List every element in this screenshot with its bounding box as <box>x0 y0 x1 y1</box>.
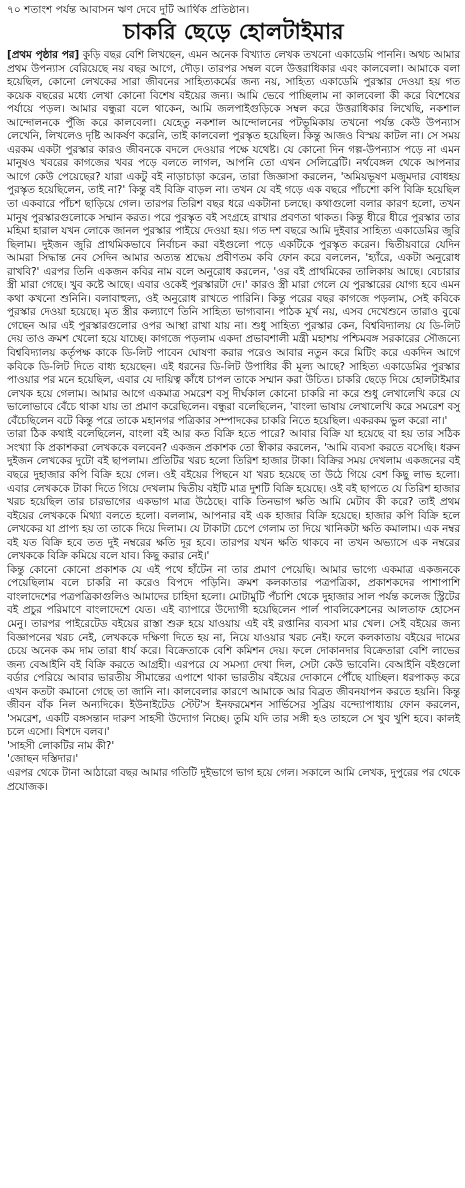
dialogue-answer: 'জোছন দস্তিদার।' <box>7 753 79 766</box>
article-paragraph: তারা ঠিক কথাই বলেছিলেন, বাংলা বই আর কত বিক্রি হতে পারে? আবার বিক্রি যা হয়েছে বা হয় তার সঠিক সংখ্যা কি প্রকাশকরা লেখককে বলবেন? একজন প্রকাশক তো স্বীকার করলেন, 'আমি ব্যবসা করতে বসেছি। ধরুন দুইজন লেখকের দুটো বই ছাপলাম। প্রতিটির খরচ হলো তিরিশ হাজার টাকা। বিক্রির সময় দেখলাম একজনের বই বছরে দুহাজার কপি বিক্রি হয়ে গেল। ওই বইয়ের পিছনে যা খরচ হয়েছে তা উঠে গিয়ে বেশ কিছু লাভ হলো। এবার লেখককে টাকা দিতে গিয়ে দেখলাম দ্বিতীয় বইটি মাত্র দুশটি বিক্রি হয়েছে। ওই বই ছাপতে যে তিরিশ হাজার খরচ হয়েছিল তার চারভাগের একভাগ মাত্র উঠেছে। বাকি তিনভাগ ক্ষতি আমি মেটাব কী করে? তাই প্রথম বইয়ের লেখককে মিথ্যা বলতে হলো। বললাম, আপনার বই এক হাজার বিক্রি হয়েছে। হাজার কপি বিক্রি হলে লেখকের যা প্রাপ্য হয় তা তাকে দিয়ে দিলাম। যে টাকাটা চেপে গেলাম তা দিয়ে খানিকটা ক্ষতি কমালাম। এক নম্বর বই যত বিক্রি হবে তত দুই নম্বরের ক্ষতি দূর হবে। তারপর যখন ক্ষতি থাকবে না তখন অভ্যাসে এক নম্বরের লেখককে বিক্রি কমিয়ে বলে যাব। কিছু করার নেই।' <box>7 428 460 563</box>
closing-paragraph: এরপর থেকে টানা আঠারো বছর আমার গতিটি দুইভাগে ভাগ হয়ে গেল। সকালে আমি লেখক, দুপুরের পর থেকে প্রযোজক। <box>7 766 460 793</box>
previous-article-tail: ৭০ শতাংশ পর্যন্ত আবাসন ঋণ দেবে দুটি আর্থিক প্রতিষ্ঠান। <box>7 4 250 16</box>
dialogue-question: 'সাহসী লোকটির নাম কী?' <box>7 739 115 752</box>
article-headline: চাকরি ছেড়ে হোলটাইমার <box>123 20 344 45</box>
article-paragraph: কিন্তু কোনো কোনো প্রকাশক যে এই পথে হাঁটেন না তার প্রমাণ পেয়েছি। আমার ভাগ্যে একমাত্র একজনকে পেয়েছিলাম বলে চাকরি না করেও বিপদে পড়িনি। ক্রমশ কলকাতার পত্রপত্রিকা, প্রকাশকদের পাশাপাশি বাংলাদেশের পত্রপত্রিকাগুলিও আমাদের চাহিদা হলো। মোটামুটি পঁচাশি থেকে দুহাজার সাল পর্যন্ত কলেজ স্ট্রিটের বই প্রচুর পরিমাণে বাংলাদেশে যেত। এই ব্যাপারে উদ্যোগী হয়েছিলেন পার্ল পাবলিকেশনের আলতাফ হোসেন মেনু। তারপর পাইরেটেড বইয়ের রাস্তা শুরু হয়ে যাওয়ায় এই বই রপ্তানির ব্যবসা মার খেল। সেই বইয়ের জন্য বিজ্ঞাপনের খরচ নেই, লেখককে দক্ষিণা দিতে হয় না, নিয়ে যাওয়ার খরচ নেই। ফলে কলকাতায় বইয়ের দামের চেয়ে অনেক কম দাম তারা ধার্য করে। বিক্রেতাকে বেশি কমিশন দেয়। ফলে দোকানদার বিক্রেতারা বেশি লাভের জন্য বেআইনি বই বিক্রি করতে আগ্রহী। এরপরে যে সমস্যা দেখা দিল, সেটা কেউ ভাবেনি। বেআইনি বইগুলো বর্ডার পেরিয়ে আবার ভারতীয় সীমান্তের এপাশে থাকা ভারতীয় বইয়ের দোকানে পৌঁছে যাচ্ছিল। ধরপাকড় করে এখন কতটা কমানো গেছে তা জানি না। কালবেলার কারণে আমাকে আর বিব্রত জীবনযাপন করতে হয়নি। কিন্তু জীবন বাঁক নিল অন্যদিকে। ইউনাইটেড স্টেট'স ইনফরমেশন সার্ভিসের সুব্রিয় বন্দ্যোপাধ্যায় ফোন করলেন, 'সমরেশ, একটি বঙ্গসন্তান দারুণ সাহসী উদ্যোগ নিচ্ছে। তুমি যদি তার সঙ্গী হও তাহলে সে খুব খুশি হবে। কালই চলে এসো। বিশদে বলব।' <box>7 563 460 739</box>
continuation-tag: [প্রথম পৃষ্ঠার পর] <box>7 49 80 61</box>
article-body <box>7 49 460 794</box>
paragraph-text: কুড়ি বছর বেশি লিখছেন, এমন অনেক বিখ্যাত লেখক তখনো একাডেমি পাননি। অথচ আমার প্রথম উপন্যাস বেরিয়েছে নয় বছর আগে, দৌড়। তারপর সম্বল বলে উত্তরাধিকার এবং কালবেলা। আমাকে বলা হয়েছিল, কোনো লেখকের সারা জীবনের সাহিত্যকর্মের জন্য নয়, সাহিত্য একাডেমি পুরস্কার দেওয়া হয় গত কয়েক বছরের মধ্যে লেখা কোনো বিশেষ বইয়ের জন্য। আমি ভেবে পাচ্ছিলাম না কালবেলা কী করে বিশেষের পর্যায়ে পড়ল। আমার বন্ধুরা বলে থাকেন, আমি জলপাইগুড়িকে সম্বল করে উত্তরাধিকার লিখেছি, নকশাল আন্দোলনকে পুঁজি করে কালবেলা। যেহেতু নকশাল আন্দোলনের পটভূমিকায় তখনো পর্যন্ত কেউ উপন্যাস লেখেনি, লিখলেও দৃষ্টি আকর্ষণ করেনি, তাই কালবেলা পুরস্কৃত হয়েছিল। কিন্তু আজও বিস্ময় কাটল না। সে সময় এরকম একটা পুরস্কার কারও জীবনকে বদলে দেওয়ার পক্ষে যথেষ্ট। যে কোনো দিন গল্প-উপন্যাস পড়ে না এমন মানুষও খবরের কাগজের খবর পড়ে বলতে লাগল, আপনি তো এখন সেলিব্রেটি। নর্থবেঙ্গল থেকে আপনার আগে কেউ পেয়েছের? যারা একটু বই নাড়াচাড়া করেন, তারা জিজ্ঞাসা করলেন, 'অমিয়ভূষণ মজুমদার বোধহয় পুরস্কৃত হয়েছিলেন, তাই না?' কিন্তু বই বিক্রি বাড়ল না। তখন যে বই গড়ে এক বছরে পাঁচশো কপি বিক্রি হয়েছিল তা একবারে পাঁচশ ছাড়িয়ে গেল। তারপর তিরিশ বছর ধরে একটানা চলছে। কথাগুলো বলার কারণ হলো, তখন মানুষ পুরস্কারগুলোকে সম্মান করত। পরে পুরস্কৃত বই সংগ্রহে রাখার প্রবণতা থাকত। কিন্তু ধীরে ধীরে পুরস্কার তার মহিমা হারাল যখন লোকে জানল পুরস্কার পাইয়ে দেওয়া হয়। গত দশ বছরে আমি দুইবার সাহিত্য একাডেমির জুরি ছিলাম। দুইজন জুরি প্রাথমিকভাবে নির্বাচন করা বইগুলো পড়ে একটিকে পুরস্কৃত করেন। দ্বিতীয়বারে যেদিন আমরা সিদ্ধান্ত নেব সেদিন আমার অত্যন্ত শ্রদ্ধেয় প্রবীণতম কবি ফোন করে বললেন, 'হ্যাঁরে, একটা অনুরোধ রাখবি?' এরপর তিনি একজন কবির নাম বলে অনুরোধ করলেন, 'ওর বই প্রাথমিকের তালিকায় আছে। বেচারার স্ত্রী মারা গেছে। খুব কষ্টে আছে। এবার ওকেই পুরস্কারটা দে।' কারও স্ত্রী মারা গেলে যে পুরস্কারের যোগ্য হবে এমন কথা কখনো শুনিনি। বলাবাহুল্য, ওই অনুরোধ রাখতে পারিনি। কিন্তু পরের বছর কাগজে পড়লাম, সেই কবিকে পুরস্কার দেওয়া হয়েছে। মৃত স্ত্রীর কল্যাণে তিনি সাহিত্য ভাগ্যবান। পাঠক মূর্খ নয়, এসব দেখেশুনে তারাও বুঝে গেছেন আর এই পুরস্কারগুলোর ওপর আস্থা রাখা যায় না। শুধু সাহিত্য পুরস্কার কেন, বিশ্ববিদ্যালয় যে ডি-লিট দেয় তাও ক্রমশ খেলো হয়ে যাচ্ছে। কাগজে পড়লাম একদা প্রভাবশালী মন্ত্রী মহাশয় পশ্চিমবঙ্গ সরকারের সৌজন্যে বিশ্ববিদ্যালয় কর্তৃপক্ষ কাকে ডি-লিট পাবেন ঘোষণা করার পরেও আবার নতুন করে মিটিং করে একদিন আগে কবিকে ডি-লিট দিতে বাধ্য হয়েছেন। এই ধরনের ডি-লিট উপাধির কী মূল্য আছে? সাহিত্য একাডেমির পুরস্কার পাওয়ার পর মনে হয়েছিল, এবার যে দায়িত্ব কাঁধে চাপল তাকে সম্মান করা উচিত। চাকরি ছেড়ে দিয়ে হোলটাইমার লেখক হয়ে গেলাম। আমার আগে একমাত্র সমরেশ বসু দীর্ঘকাল কোনো চাকরি না করে শুধু লেখালেখি করে যে ভালোভাবে বেঁচে থাকা যায় তা প্রমাণ করেছিলেন। বন্ধুরা বলেছিলেন, 'বাংলা ভাষায় লেখালেখি করে সমরেশ বসু বেঁচেছিলেন বটে কিন্তু পরে তাকে মহানগর পত্রিকার সম্পাদকের চাকরি নিতে হয়েছিল। একরকম ভুল করো না।' <box>7 49 461 427</box>
article-paragraph <box>7 49 460 428</box>
